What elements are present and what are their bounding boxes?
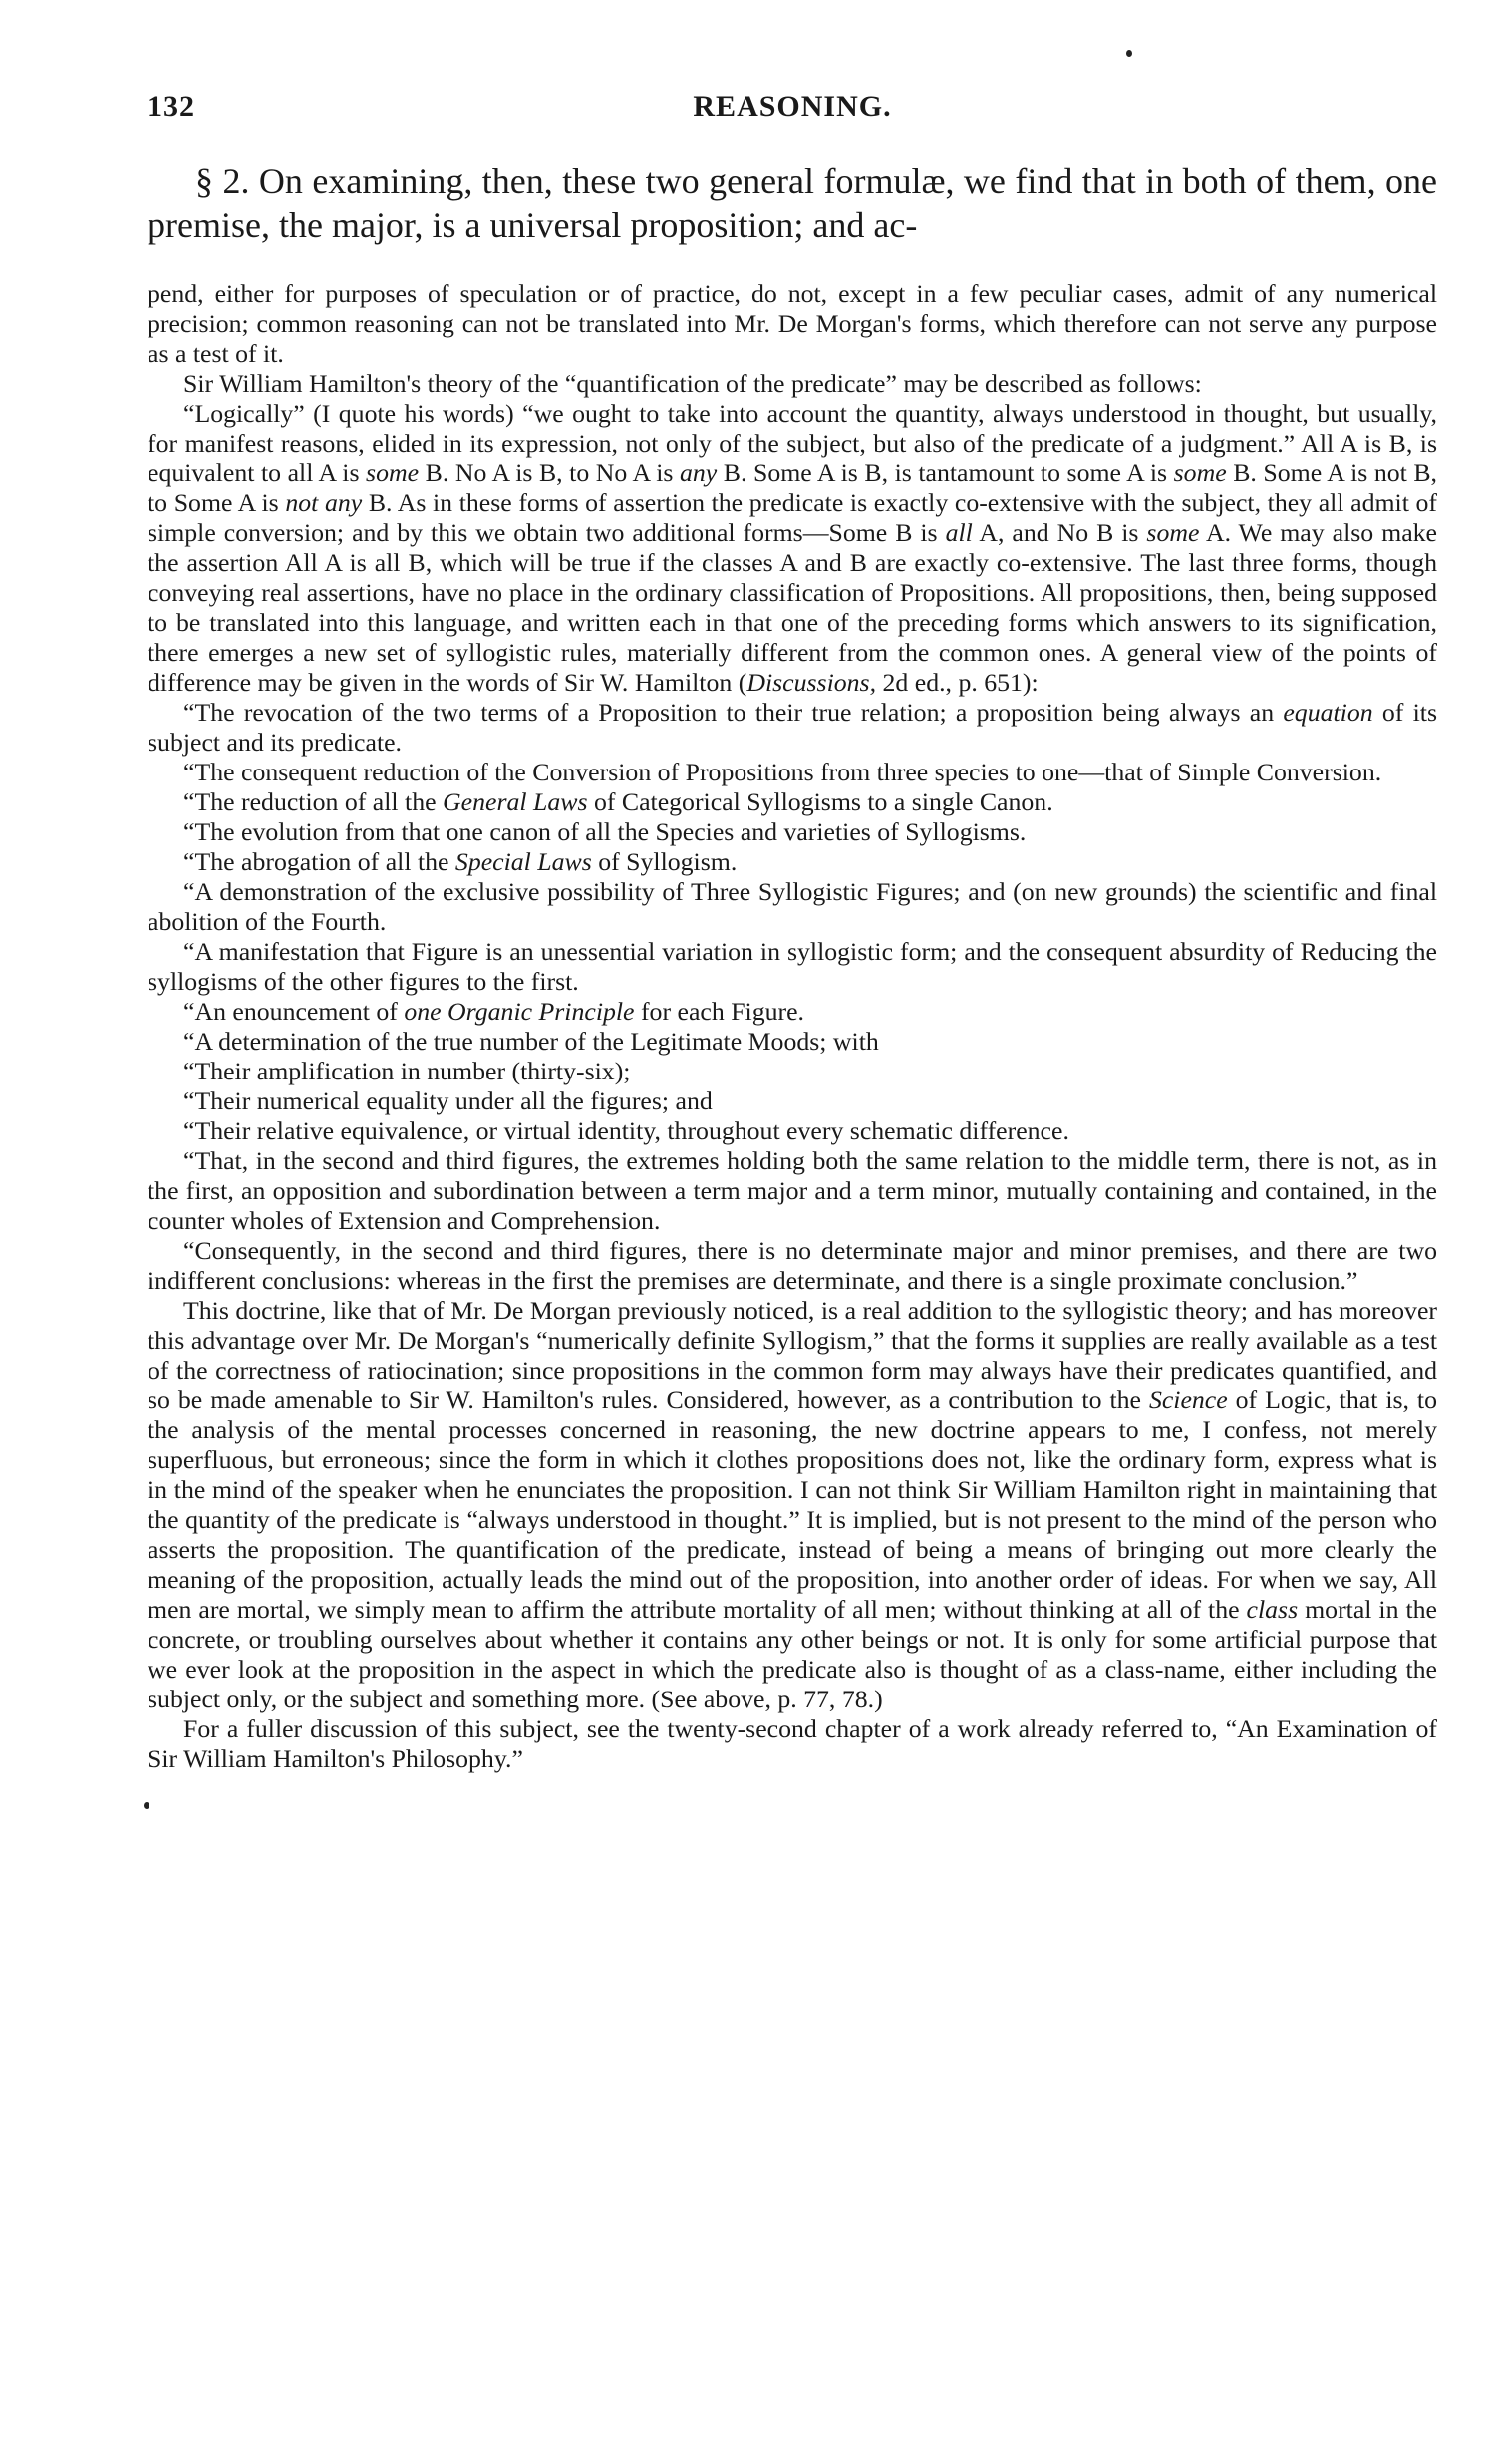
note-paragraph: “Their relative equivalence, or virtual identity, throughout every schematic difference.: [183, 1116, 1069, 1145]
note-paragraph: “The reduction of all the General Laws of Categorical Syllogisms to a single Canon.: [183, 787, 1053, 816]
note-paragraph: “The abrogation of all the Special Laws of Syllogism.: [183, 847, 738, 876]
section-paragraph: § 2. On examining, then, these two general formulæ, we find that in both of them, one premise, the major, is a universal proposition; and ac-: [148, 161, 1437, 245]
note-paragraph: “The consequent reduction of the Conversion of Propositions from three species to one—that of Simple Conversion.: [183, 758, 1382, 786]
note-paragraph: “Their amplification in number (thirty-six);: [183, 1057, 631, 1085]
note-paragraph: “Consequently, in the second and third figures, there is no determinate major and minor premises, and there are two indifferent conclusions: whereas in the first the premises are determinate, and there is a single proximate conclusion.”: [148, 1236, 1437, 1295]
note-paragraph: “Logically” (I quote his words) “we ought to take into account the quantity, always understood in thought, but usually, for manifest reasons, elided in its expression, not only of the subject, but also of the predicate of a judgment.” All A is B, is equivalent to all A is some B. No A is B, to No A is any B. Some A is B, is tantamount to some A is some B. Some A is not B, to Some A is not any B. As in these forms of assertion the predicate is exactly co-extensive with the subject, they all admit of simple conversion; and by this we obtain two additional forms—Some B is all A, and No B is some A. We may also make the assertion All A is all B, which will be true if the classes A and B are exactly co-extensive. The last three forms, though conveying real assertions, have no place in the ordinary classification of Propositions. All propositions, then, being supposed to be translated into this language, and written each in that one of the preceding forms which answers to its signification, there emerges a new set of syllogistic rules, materially different from the common ones. A general view of the points of difference may be given in the words of Sir W. Hamilton (Discussions, 2d ed., p. 651):: [148, 399, 1437, 697]
note-paragraph: “A manifestation that Figure is an unessential variation in syllogistic form; and the consequent absurdity of Reducing the syllogisms of the other figures to the first.: [148, 937, 1437, 996]
note-paragraph: “A determination of the true number of the Legitimate Moods; with: [183, 1027, 879, 1056]
note-paragraph: “Their numerical equality under all the figures; and: [183, 1086, 713, 1115]
footnote-block: [148, 279, 1437, 1774]
page-number: 132: [148, 90, 195, 123]
note-paragraph: pend, either for purposes of speculation or of practice, do not, except in a few peculiar cases, admit of any numerical precision; common reasoning can not be translated into Mr. De Morgan's forms, which therefore can not serve any purpose as a test of it.: [148, 279, 1437, 368]
note-paragraph: “An enouncement of one Organic Principle for each Figure.: [183, 997, 804, 1026]
note-paragraph: “A demonstration of the exclusive possibility of Three Syllogistic Figures; and (on new grounds) the scientific and final abolition of the Fourth.: [148, 877, 1437, 936]
note-paragraph: Sir William Hamilton's theory of the “quantification of the predicate” may be described as follows:: [183, 369, 1202, 398]
note-paragraph: “The evolution from that one canon of all the Species and varieties of Syllogisms.: [183, 817, 1027, 846]
running-title: REASONING.: [693, 90, 892, 123]
book-page: [148, 0, 1437, 2464]
note-paragraph: This doctrine, like that of Mr. De Morgan previously noticed, is a real addition to the syllogistic theory; and has moreover this advantage over Mr. De Morgan's “numerically definite Syllogism,” that the forms it supplies are really available as a test of the correctness of ratiocination; since propositions in the common form may always have their predicates quantified, and so be made amenable to Sir W. Hamilton's rules. Considered, however, as a contribution to the Science of Logic, that is, to the analysis of the mental processes concerned in reasoning, the new doctrine appears to me, I confess, not merely superfluous, but erroneous; since the form in which it clothes propositions does not, like the ordinary form, express what is in the mind of the speaker when he enunciates the proposition. I can not think Sir William Hamilton right in maintaining that the quantity of the predicate is “always understood in thought.” It is implied, but is not present to the mind of the person who asserts the proposition. The quantification of the predicate, instead of being a means of bringing out more clearly the meaning of the proposition, actually leads the mind out of the proposition, into another order of ideas. For when we say, All men are mortal, we simply mean to affirm the attribute mortality of all men; without thinking at all of the class mortal in the concrete, or troubling ourselves about whether it contains any other beings or not. It is only for some artificial purpose that we ever look at the proposition in the aspect in which the predicate also is thought of as a class-name, either including the subject only, or the subject and something more. (See above, p. 77, 78.): [148, 1296, 1437, 1713]
page-header: [148, 90, 1437, 130]
print-speck: [1126, 50, 1132, 57]
note-paragraph: For a fuller discussion of this subject, see the twenty-second chapter of a work already referred to, “An Examination of Sir William Hamilton's Philosophy.”: [148, 1714, 1437, 1773]
print-speck: [144, 1802, 149, 1809]
note-paragraph: “That, in the second and third figures, the extremes holding both the same relation to the middle term, there is not, as in the first, an opposition and subordination between a term major and a term minor, mutually containing and contained, in the counter wholes of Extension and Comprehension.: [148, 1146, 1437, 1235]
note-paragraph: “The revocation of the two terms of a Proposition to their true relation; a proposition being always an equation of its subject and its predicate.: [148, 698, 1437, 757]
